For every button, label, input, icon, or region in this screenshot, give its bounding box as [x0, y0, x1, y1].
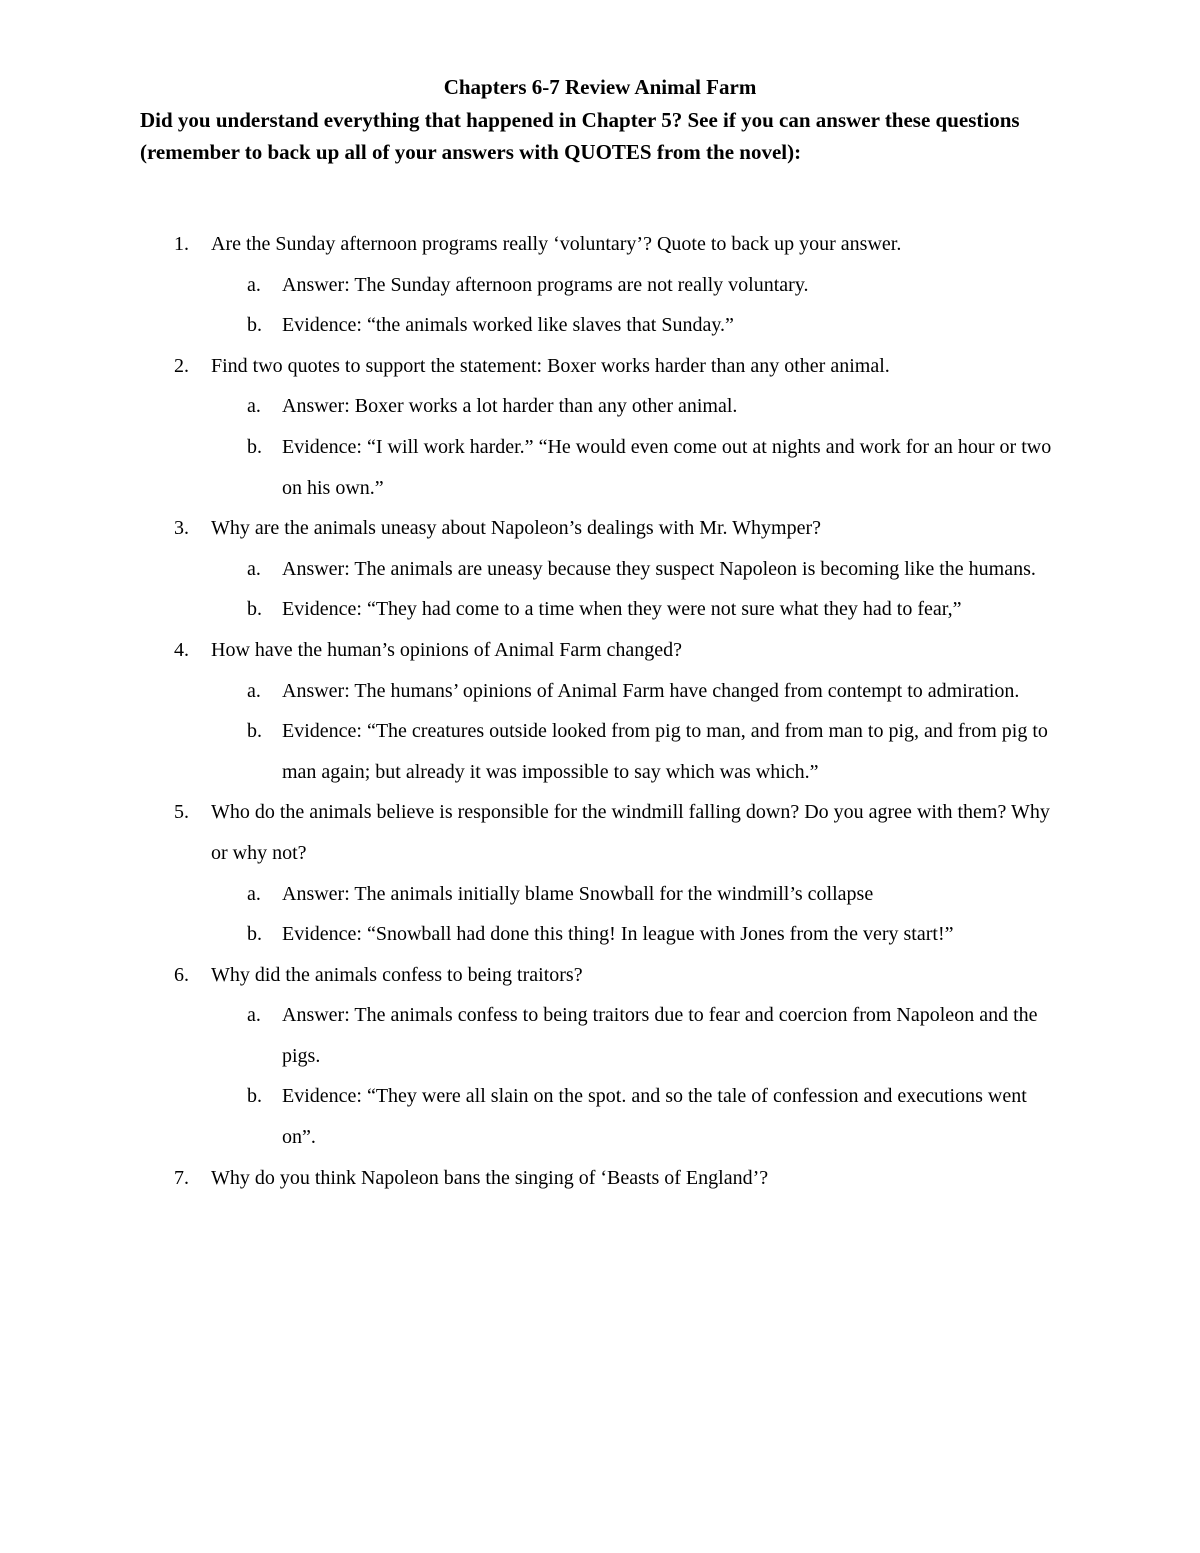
sub-letter: a. — [247, 1004, 261, 1027]
intro-instructions: Did you understand everything that happened in Chapter 5? See if you can answer these questions (remember to back up all of your answers with QUOTES from the novel): — [140, 108, 1020, 164]
question-item — [0, 630, 1200, 792]
question-item — [0, 955, 1200, 1158]
answer-text: Answer: The animals initially blame Snowball for the windmill’s collapse — [282, 882, 874, 905]
sub-letter: a. — [247, 882, 261, 905]
answer-text: Answer: The humans’ opinions of Animal Farm have changed from contempt to admiration. — [282, 679, 1020, 702]
answer-item — [0, 549, 1062, 590]
evidence-item — [0, 305, 1062, 346]
sub-letter: b. — [247, 314, 262, 337]
evidence-item — [0, 427, 1062, 508]
answer-item — [0, 995, 1062, 1076]
sub-letter: b. — [247, 598, 262, 621]
question-number: 3. — [174, 517, 189, 540]
question-number: 2. — [174, 354, 189, 377]
answer-text: Answer: The animals are uneasy because they suspect Napoleon is becoming like the humans. — [282, 557, 1036, 580]
sub-letter: a. — [247, 679, 261, 702]
answer-text: Answer: The Sunday afternoon programs are not really voluntary. — [282, 273, 809, 296]
question-text: Are the Sunday afternoon programs really ‘voluntary’? Quote to back up your answer. — [211, 233, 902, 255]
question-item — [0, 224, 1200, 346]
evidence-text: Evidence: “Snowball had done this thing! In league with Jones from the very start!” — [282, 923, 954, 946]
sub-letter: b. — [247, 923, 262, 946]
evidence-item — [0, 711, 1062, 792]
answer-item — [0, 386, 1062, 427]
sub-letter: a. — [247, 395, 261, 418]
question-number: 4. — [174, 638, 189, 661]
sub-list — [0, 995, 1200, 1157]
answer-item — [0, 265, 1062, 306]
question-item — [0, 346, 1200, 508]
question-item — [0, 1158, 1200, 1199]
question-number: 7. — [174, 1166, 189, 1189]
answer-text: Answer: Boxer works a lot harder than any other animal. — [282, 395, 738, 418]
evidence-item — [0, 914, 1062, 955]
sub-letter: b. — [247, 720, 262, 743]
answer-text: Answer: The animals confess to being traitors due to fear and coercion from Napoleon and the pigs. — [282, 1004, 1038, 1067]
evidence-item — [0, 589, 1062, 630]
sub-list — [0, 265, 1200, 346]
sub-list — [0, 386, 1200, 508]
sub-list — [0, 549, 1200, 630]
question-item — [0, 792, 1200, 954]
answer-item — [0, 671, 1062, 712]
answer-item — [0, 874, 1062, 915]
question-text: Why do you think Napoleon bans the singing of ‘Beasts of England’? — [211, 1166, 769, 1189]
question-text: How have the human’s opinions of Animal Farm changed? — [211, 638, 683, 661]
evidence-text: Evidence: “They had come to a time when they were not sure what they had to fear,” — [282, 598, 962, 621]
sub-letter: a. — [247, 557, 261, 580]
question-text: Who do the animals believe is responsible for the windmill falling down? Do you agree with them? Why or why not? — [211, 801, 1050, 864]
page-title: Chapters 6-7 Review Animal Farm — [443, 75, 757, 99]
question-list — [0, 224, 1200, 1198]
question-item — [0, 508, 1200, 630]
sub-letter: b. — [247, 1085, 262, 1108]
evidence-text: Evidence: “They were all slain on the spot. and so the tale of confession and executions went on”. — [282, 1085, 1027, 1149]
question-text: Find two quotes to support the statement: Boxer works harder than any other animal. — [211, 354, 890, 377]
sub-list — [0, 671, 1200, 793]
evidence-text: Evidence: “the animals worked like slaves that Sunday.” — [282, 314, 734, 337]
sub-list — [0, 874, 1200, 955]
question-text: Why are the animals uneasy about Napoleon’s dealings with Mr. Whymper? — [211, 517, 822, 540]
evidence-item — [0, 1076, 1062, 1157]
question-number: 6. — [174, 963, 189, 986]
evidence-text: Evidence: “The creatures outside looked from pig to man, and from man to pig, and from pig to man again; but already it was impossible to say which was which.” — [282, 720, 1048, 783]
question-text: Why did the animals confess to being traitors? — [211, 963, 583, 986]
question-number: 1. — [174, 233, 189, 255]
question-number: 5. — [174, 801, 189, 824]
sub-letter: a. — [247, 273, 261, 296]
sub-letter: b. — [247, 435, 262, 458]
evidence-text: Evidence: “I will work harder.” “He would even come out at nights and work for an hour or two on his own.” — [282, 435, 1052, 499]
